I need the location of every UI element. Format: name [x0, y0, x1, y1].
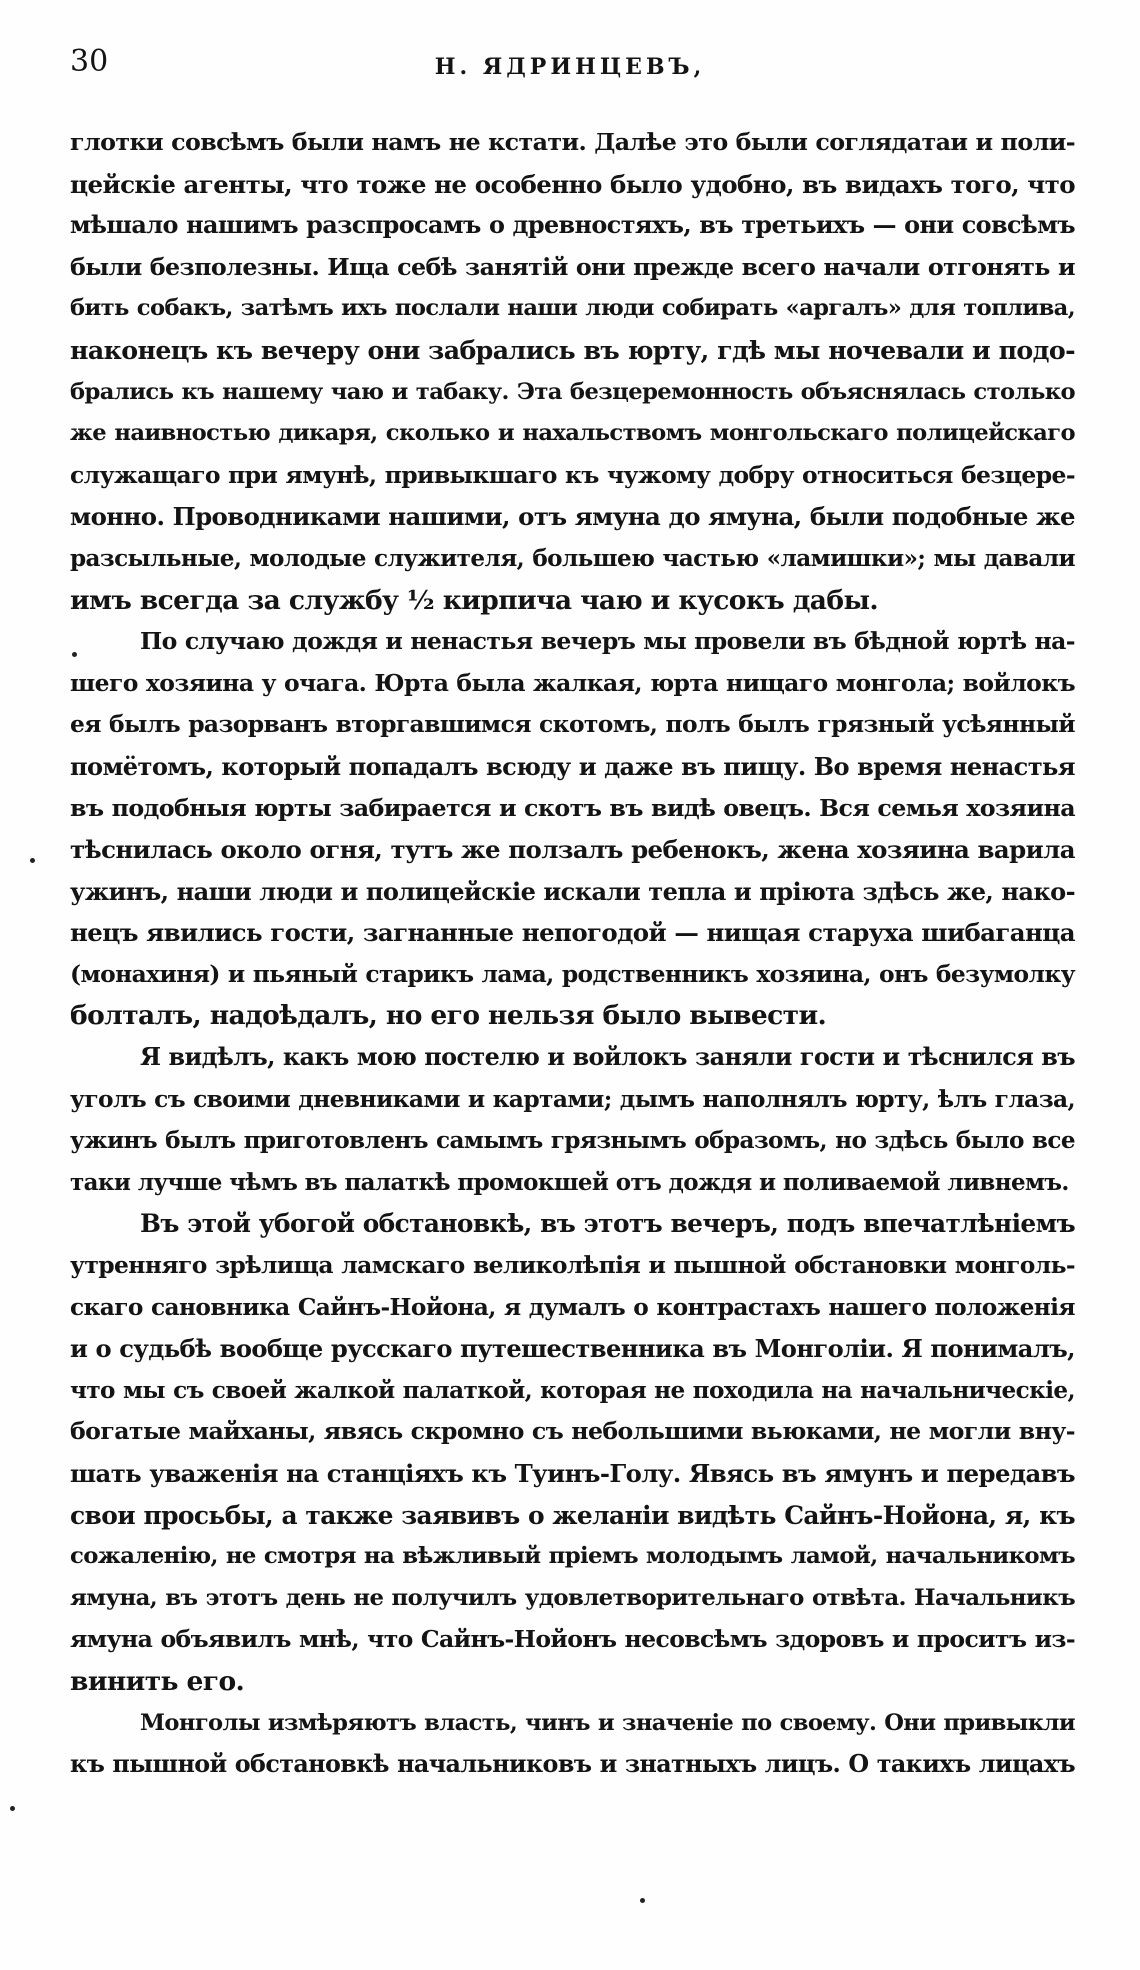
text-line: ужинъ, наши люди и полицейскіе искали тепла и пріюта здѣсь же, нако- [70, 876, 1075, 906]
running-head [70, 40, 1070, 100]
text-line: ея былъ разорванъ вторгавшимся скотомъ, полъ былъ грязный усѣянный [70, 710, 1075, 739]
text-line: нецъ явились гости, загнанные непогодой — нищая старуха шибаганца [70, 918, 1075, 948]
text-line: были безполезны. Ища себѣ занятій они прежде всего начали отгонять и [70, 252, 1075, 281]
text-line: шать уваженія на станціяхъ къ Туинъ-Голу. Явясь въ ямунъ и передавъ [70, 1459, 1075, 1488]
text-line: въ подобныя юрты забирается и скотъ въ видѣ овецъ. Вся семья хозяина [70, 793, 1075, 822]
text-line: брались къ нашему чаю и табаку. Эта безцеремонность объяснялась столько [70, 378, 1075, 405]
text-line: свои просьбы, а также заявивъ о желаніи видѣть Сайнъ-Нойона, я, къ [70, 1500, 1075, 1530]
text-line: разсыльные, молодые служителя, большею частью «ламишки»; мы давали [70, 544, 1075, 572]
text-line: тѣснилась около огня, тутъ же ползалъ ребенокъ, жена хозяина варила [70, 835, 1075, 865]
paragraph [70, 1703, 1075, 1786]
margin-speck [30, 858, 35, 863]
text-line: болталъ, надоѣдалъ, но его нельзя было вывести. [70, 1000, 827, 1032]
text-line: уголъ съ своими дневниками и картами; дымъ наполнялъ юрту, ѣлъ глаза, [70, 1085, 1075, 1113]
text-line: же наивностью дикаря, сколько и нахальствомъ монгольскаго полицейскаго [70, 420, 1075, 447]
text-line: По случаю дождя и ненастья вечеръ мы провели въ бѣдной юртѣ на- [140, 627, 1075, 656]
text-line: ямуна объявилъ мнѣ, что Сайнъ-Нойонъ несовсѣмъ здоровъ и проситъ из- [70, 1625, 1075, 1654]
text-line: мѣшало нашимъ разспросамъ о древностяхъ, въ третьихъ — они совсѣмъ [70, 211, 1075, 240]
text-line: къ пышной обстановкѣ начальниковъ и знатныхъ лицъ. О такихъ лицахъ [70, 1750, 1075, 1779]
margin-speck [640, 1898, 645, 1903]
margin-speck [10, 1806, 15, 1811]
paragraph [70, 122, 1075, 621]
text-line: и о судьбѣ вообще русскаго путешественника въ Монголіи. Я понималъ, [70, 1334, 1075, 1364]
text-line: сожаленію, не смотря на вѣжливый пріемъ молодымъ ламой, начальникомъ [70, 1543, 1075, 1570]
text-line: монно. Проводниками нашими, отъ ямуна до ямуна, были подобные же [70, 502, 1075, 532]
text-line: имъ всегда за службу ½ кирпича чаю и кусокъ дабы. [70, 584, 879, 616]
running-title: Н. ЯДРИНЦЕВЪ, [434, 54, 706, 80]
text-line: Въ этой убогой обстановкѣ, въ этотъ вечеръ, подъ впечатлѣніемъ [140, 1209, 1075, 1239]
paragraph [70, 621, 1075, 1037]
text-line: бить собакъ, затѣмъ ихъ послали наши люди собирать «аргалъ» для топлива, [70, 295, 1075, 322]
text-line: цейскіе агенты, что тоже не особенно было удобно, въ видахъ того, что [70, 169, 1075, 199]
text-line: утренняго зрѣлища ламскаго великолѣпія и пышной обстановки монголь- [70, 1251, 1075, 1280]
text-line: наконецъ къ вечеру они забрались въ юрту, гдѣ мы ночевали и подо- [70, 334, 1075, 365]
text-line: богатые майханы, явясь скромно съ небольшими вьюками, не могли вну- [70, 1417, 1075, 1446]
text-line: винить его. [70, 1665, 245, 1697]
paragraph [70, 1203, 1075, 1702]
text-line: таки лучше чѣмъ въ палаткѣ промокшей отъ дождя и поливаемой ливнемъ. [70, 1168, 1069, 1196]
paragraph [70, 1037, 1075, 1203]
text-line: скаго сановника Сайнъ-Нойона, я думалъ о контрастахъ нашего положенія [70, 1293, 1075, 1321]
text-line: ужинъ былъ приготовленъ самымъ грязнымъ образомъ, но здѣсь было все [70, 1127, 1075, 1155]
body-text [70, 122, 1075, 1786]
text-line: шего хозяина у очага. Юрта была жалкая, юрта нищаго монгола; войлокъ [70, 668, 1075, 697]
margin-speck [72, 652, 77, 657]
text-line: Монголы измѣряютъ власть, чинъ и значеніе по своему. Они привыкли [140, 1709, 1075, 1736]
text-line: Я видѣлъ, какъ мою постелю и войлокъ заняли гости и тѣснился въ [140, 1043, 1075, 1072]
text-line: что мы съ своей жалкой палаткой, которая не походила на начальническіе, [70, 1376, 1075, 1404]
text-line: (монахиня) и пьяный старикъ лама, родственникъ хозяина, онъ безумолку [70, 959, 1075, 988]
page-number: 30 [70, 44, 109, 79]
text-line: помётомъ, который попадалъ всюду и даже въ пищу. Во время ненастья [70, 751, 1075, 781]
text-line: ямуна, въ этотъ день не получилъ удовлетворительнаго отвѣта. Начальникъ [70, 1584, 1075, 1611]
text-line: служащаго при ямунѣ, привыкшаго къ чужому добру относиться безцере- [70, 460, 1075, 489]
text-line: глотки совсѣмъ были намъ не кстати. Далѣе это были соглядатаи и поли- [70, 128, 1075, 156]
